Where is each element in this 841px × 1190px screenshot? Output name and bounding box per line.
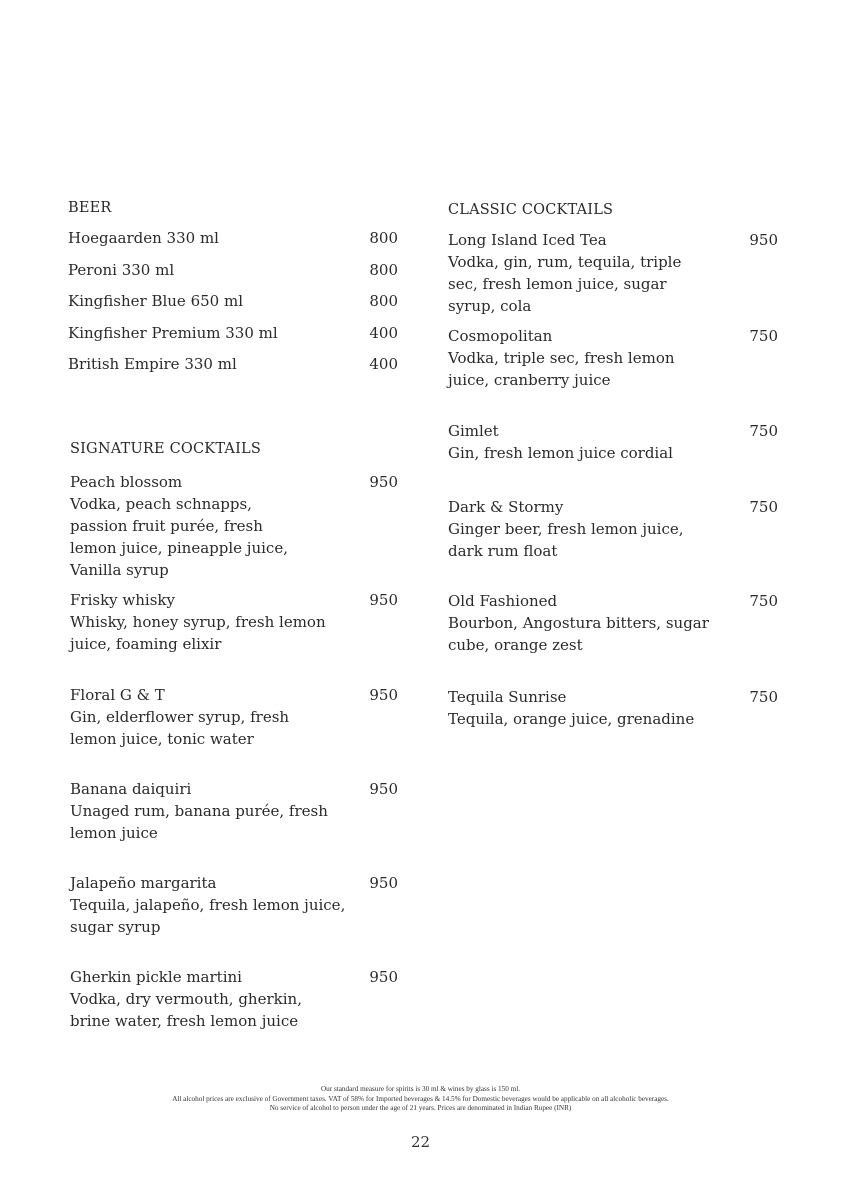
item-price: 750 [749, 327, 778, 345]
item-name: Kingfisher Premium 330 ml [68, 323, 278, 342]
item-price: 950 [369, 968, 398, 986]
item-price: 950 [369, 686, 398, 704]
item-price: 800 [369, 260, 398, 279]
item-name: Kingfisher Blue 650 ml [68, 292, 243, 310]
signature-section [70, 440, 398, 1032]
cocktail-item [70, 684, 398, 778]
item-price: 400 [369, 355, 398, 373]
page-number: 22 [410, 1133, 431, 1151]
item-price: 400 [369, 323, 398, 342]
cocktail-item [448, 325, 778, 420]
beer-item [68, 353, 398, 385]
beer-item [68, 322, 398, 354]
item-name: Floral G & T [70, 686, 165, 704]
item-description: Tequila, orange juice, grenadine [448, 710, 695, 728]
item-name: Long Island Iced Tea [448, 231, 607, 249]
item-name: Hoegaarden 330 ml [68, 229, 219, 247]
item-name: Dark & Stormy [448, 498, 564, 516]
item-description: Vodka, triple sec, fresh lemon juice, cranberry juice [448, 349, 675, 389]
cocktail-item [448, 686, 778, 730]
item-price: 800 [369, 229, 398, 247]
item-name: Gherkin pickle martini [70, 968, 242, 986]
beer-title: BEER [68, 200, 112, 216]
item-name: Old Fashioned [448, 592, 558, 610]
item-price: 950 [369, 780, 398, 798]
beer-item [68, 259, 398, 291]
item-name: Peroni 330 ml [68, 260, 175, 279]
item-price: 750 [749, 422, 778, 440]
item-name: Tequila Sunrise [448, 688, 567, 706]
cocktail-item [448, 590, 778, 686]
item-name: Frisky whisky [70, 591, 175, 609]
footer-line: No service of alcohol to person under the age of 21 years. Prices are denominated in Indian Rupee (INR) [269, 1104, 572, 1112]
cocktail-item [70, 467, 398, 589]
item-description: Gin, fresh lemon juice cordial [448, 444, 673, 462]
item-price: 750 [749, 688, 778, 706]
item-description: Tequila, jalapeño, fresh lemon juice, sugar syrup [70, 896, 346, 936]
item-description: Vodka, peach schnapps, passion fruit purée, fresh lemon juice, pineapple juice, Vanilla syrup [70, 495, 288, 579]
item-price: 950 [749, 231, 778, 249]
item-description: Unaged rum, banana purée, fresh lemon juice [70, 802, 328, 842]
footer-line: Our standard measure for spirits is 30 ml & wines by glass is 150 ml. [320, 1085, 521, 1093]
item-price: 800 [369, 292, 398, 310]
cocktail-item [448, 420, 778, 496]
right-column [448, 201, 778, 730]
item-price: 750 [749, 592, 778, 610]
item-name: Banana daiquiri [70, 780, 192, 798]
item-description: Gin, elderflower syrup, fresh lemon juice, tonic water [70, 708, 290, 748]
footer-line: All alcohol prices are exclusive of Government taxes. VAT of 58% for Imported beverages & 14.5% for Domestic beverages would be applicable on all alcoholic beverages. [172, 1094, 669, 1103]
item-description: Vodka, dry vermouth, gherkin, brine water, fresh lemon juice [70, 990, 302, 1030]
beer-item [68, 290, 398, 322]
item-name: Cosmopolitan [448, 327, 553, 345]
item-description: Ginger beer, fresh lemon juice, dark rum float [448, 520, 684, 560]
item-price: 950 [369, 874, 398, 892]
footer-notes [0, 1085, 841, 1114]
item-name: Gimlet [448, 422, 499, 440]
left-column [68, 199, 398, 1030]
item-price: 950 [369, 473, 398, 491]
cocktail-item [70, 872, 398, 966]
classic-title: CLASSIC COCKTAILS [448, 202, 614, 218]
beer-section [68, 199, 398, 385]
item-description: Bourbon, Angostura bitters, sugar cube, orange zest [448, 614, 709, 654]
item-price: 750 [749, 498, 778, 516]
item-description: Whisky, honey syrup, fresh lemon juice, foaming elixir [70, 613, 326, 653]
cocktail-item [70, 966, 398, 1032]
item-price: 950 [369, 591, 398, 609]
cocktail-item [70, 778, 398, 872]
beer-item [68, 227, 398, 259]
signature-title: SIGNATURE COCKTAILS [70, 441, 261, 457]
item-name: Jalapeño margarita [70, 874, 217, 892]
cocktail-item [70, 589, 398, 684]
cocktail-item [448, 496, 778, 590]
item-name: British Empire 330 ml [68, 355, 237, 373]
item-name: Peach blossom [70, 473, 183, 491]
cocktail-item [448, 229, 778, 325]
item-description: Vodka, gin, rum, tequila, triple sec, fresh lemon juice, sugar syrup, cola [448, 253, 682, 315]
